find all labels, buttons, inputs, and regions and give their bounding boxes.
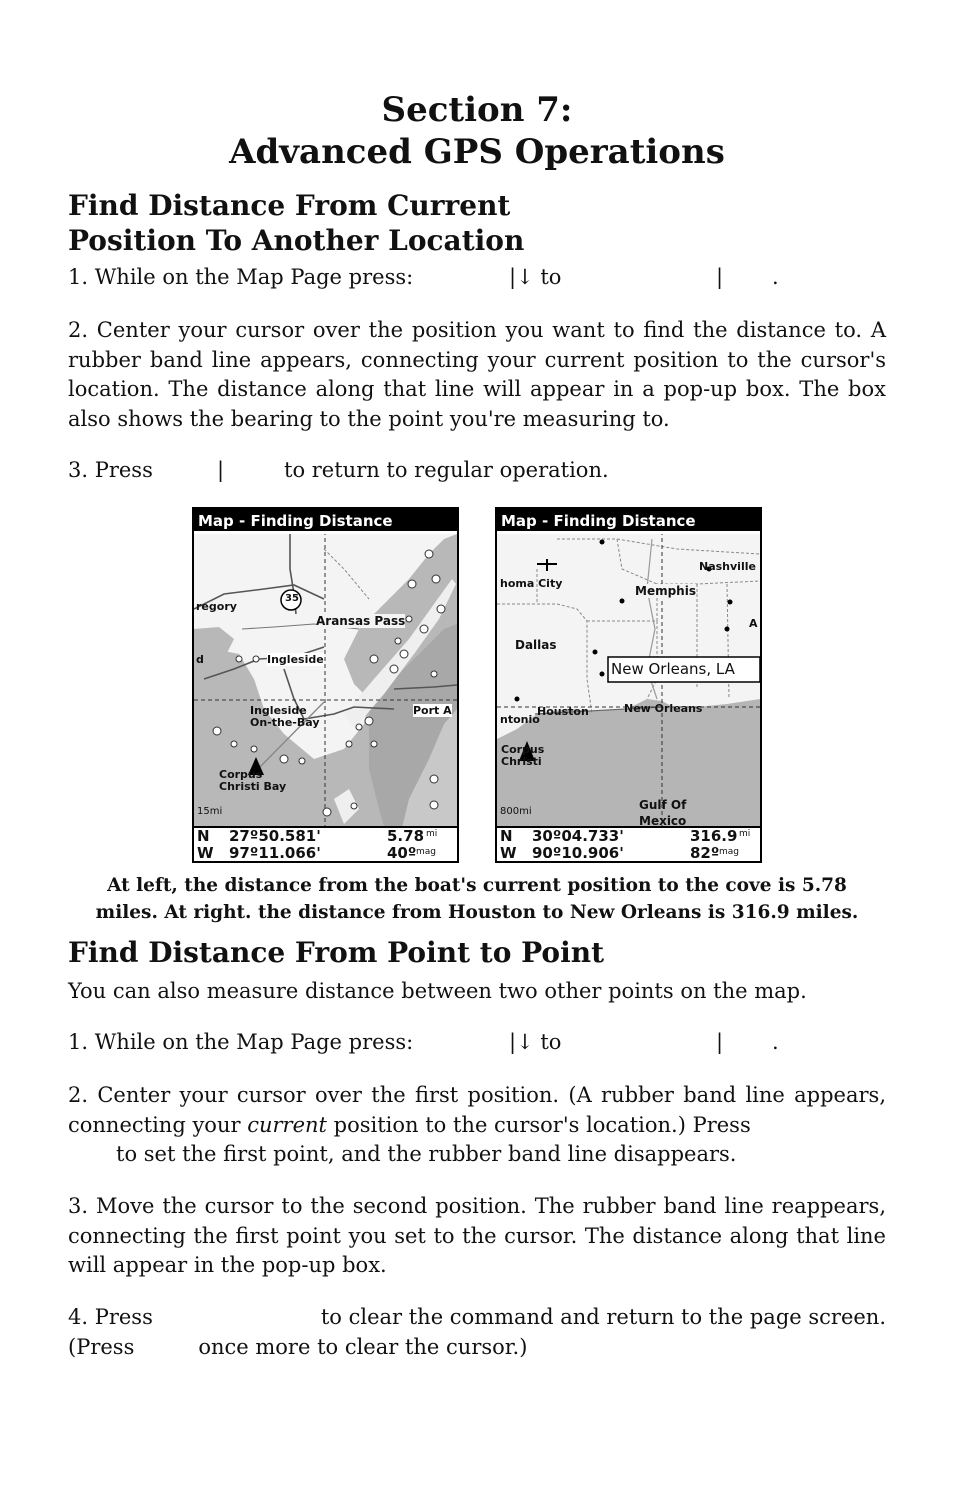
map-label: Memphis	[635, 584, 696, 598]
step4-once-more: once more to clear the cursor.)	[198, 1334, 528, 1359]
gps-screen-left	[192, 507, 459, 863]
map-label: Nashville	[699, 560, 756, 573]
lat-direction: N	[500, 827, 513, 845]
map-label: ntonio	[500, 713, 540, 726]
latitude: 30º04.733'	[532, 827, 624, 845]
map-label: Port A	[413, 704, 452, 717]
screen-title: Map - Finding Distance	[198, 512, 393, 530]
map-scale: 800mi	[500, 806, 532, 817]
bearing-unit: mag	[719, 847, 739, 857]
step1-arrow-to: |↓ to	[509, 265, 562, 289]
step3-return: to return to regular operation.	[284, 458, 609, 482]
heading-current-position-line2: Position To Another Location	[68, 224, 525, 257]
step1-separator: |	[716, 1030, 724, 1054]
part2-step2	[68, 1081, 886, 1170]
map-label: Mexico	[639, 814, 687, 828]
map-label: Ingleside	[250, 704, 307, 717]
step3-press: 3. Press	[68, 458, 153, 482]
map-label: Corpus	[219, 768, 263, 781]
map-label: Christi	[501, 755, 542, 768]
section-subtitle: Advanced GPS Operations	[229, 132, 725, 172]
longitude: 90º10.906'	[532, 844, 624, 862]
map-left	[194, 509, 457, 861]
distance-value: 5.78	[387, 827, 425, 845]
bearing-value: 82º	[690, 844, 720, 862]
distance-unit: mi	[426, 829, 438, 839]
bearing-value: 40º	[387, 844, 417, 862]
map-label: homa City	[500, 577, 563, 590]
heading-point-to-point: Find Distance From Point to Point	[68, 936, 605, 969]
highway-number: 35	[285, 593, 299, 604]
step1-period: .	[772, 1030, 779, 1054]
figure-caption-line2: miles. At right. the distance from Houston to New Orleans is 316.9 miles.	[95, 902, 859, 923]
part1-step3	[68, 456, 868, 485]
screen-title: Map - Finding Distance	[501, 512, 696, 530]
lon-direction: W	[197, 844, 214, 862]
map-label: A	[749, 617, 758, 630]
part2-intro: You can also measure distance between two other points on the map.	[68, 979, 807, 1003]
step2-text-c: to set the first point, and the rubber band line disappears.	[116, 1142, 737, 1166]
map-label: Dallas	[515, 638, 557, 652]
latitude: 27º50.581'	[229, 827, 321, 845]
gps-screen-right	[495, 507, 762, 863]
map-label: Aransas Pass	[316, 614, 406, 628]
map-label: Ingleside	[267, 653, 324, 666]
bearing-unit: mag	[416, 847, 436, 857]
map-label: Houston	[537, 705, 589, 718]
map-label: Christi Bay	[219, 780, 287, 793]
step2-text-b: position to the cursor's location.) Press	[333, 1112, 751, 1137]
step1-text: 1. While on the Map Page press:	[68, 1030, 414, 1054]
map-label: regory	[196, 600, 237, 613]
figure-caption-line1: At left, the distance from the boat's current position to the cove is 5.78	[107, 875, 847, 896]
map-label: On-the-Bay	[250, 716, 320, 729]
step1-period: .	[772, 265, 779, 289]
step4-press: 4. Press	[68, 1305, 153, 1329]
map-scale: 15mi	[197, 806, 223, 817]
map-label: Gulf Of	[639, 798, 687, 812]
longitude: 97º11.066'	[229, 844, 321, 862]
lon-direction: W	[500, 844, 517, 862]
step2-emphasis: current	[247, 1112, 327, 1137]
section-title: Section 7:	[381, 90, 573, 130]
distance-value: 316.9	[690, 827, 738, 845]
part2-step1	[68, 1028, 868, 1057]
map-label: New Orleans	[624, 702, 703, 715]
heading-current-position-line1: Find Distance From Current	[68, 189, 511, 222]
distance-unit: mi	[739, 829, 751, 839]
step1-arrow-to: |↓ to	[509, 1030, 562, 1054]
step4-press-again: (Press	[68, 1334, 135, 1359]
step2-text-a: 2. Center your cursor over the first position. (A rubber band line appears, connecting your	[68, 1083, 886, 1137]
map-label: d	[196, 653, 204, 666]
part1-step2: 2. Center your cursor over the position you want to find the distance to. A rubber band line appears, connecting your current position to the cursor's location. The distance along that line will appear in a pop-up box. The box also shows the bearing to the point you're measuring to.	[68, 318, 886, 431]
part2-step3: 3. Move the cursor to the second position. The rubber band line reappears, connecting the first point you set to the cursor. The distance along that line will appear in the pop-up box.	[68, 1194, 886, 1277]
part1-step1	[68, 263, 868, 292]
part2-step4	[68, 1303, 886, 1362]
lat-direction: N	[197, 827, 210, 845]
step3-separator: |	[217, 458, 225, 482]
step1-text: 1. While on the Map Page press:	[68, 265, 414, 289]
step4-clear: to clear the command and return to the page screen.	[320, 1305, 886, 1329]
map-label: Corpus	[501, 743, 545, 756]
step1-separator: |	[716, 265, 724, 289]
popup-label: New Orleans, LA	[611, 660, 735, 678]
